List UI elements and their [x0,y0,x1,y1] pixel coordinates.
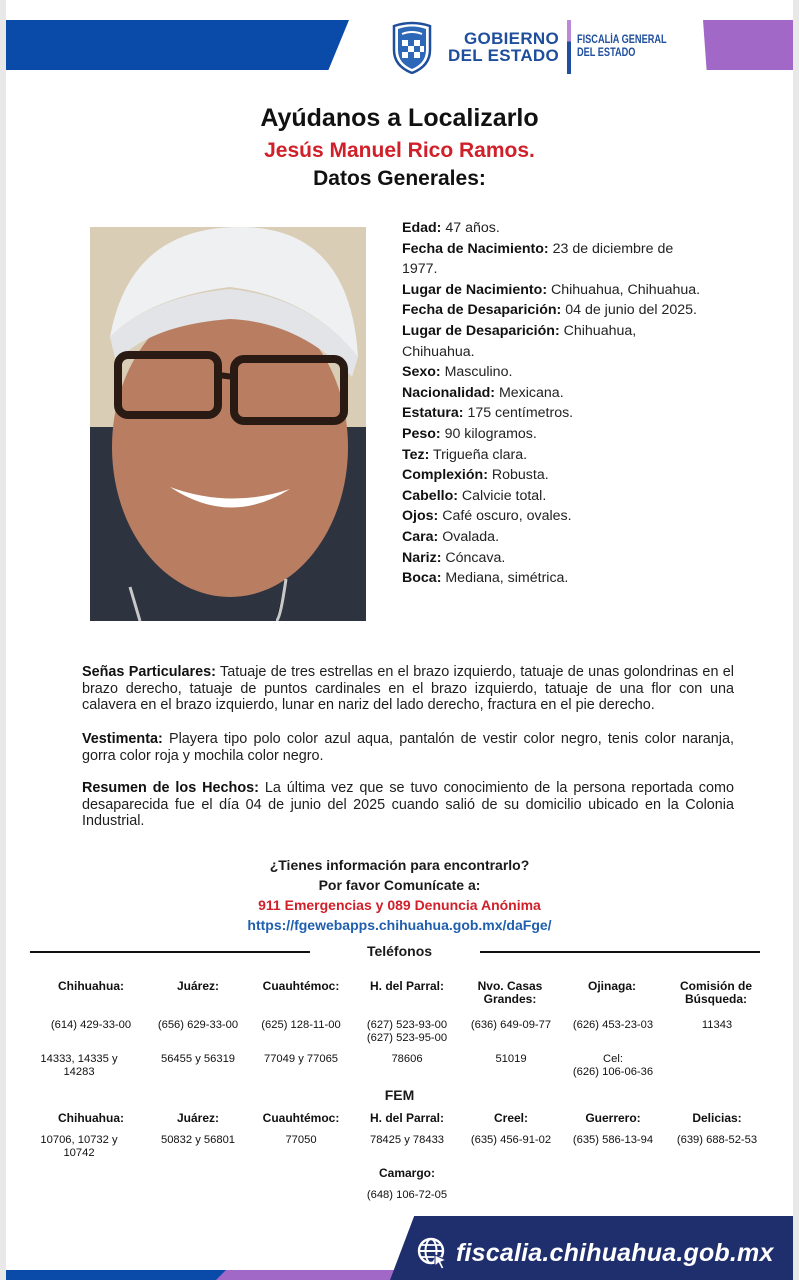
detail-label: Edad: [402,220,442,236]
contact-please: Por favor Comunícate a: [318,877,481,893]
poster-title: Ayúdanos a Localizarlo [260,104,539,132]
detail-row [402,362,712,383]
distinguishing-marks-label: Señas Particulares: [82,664,216,680]
phone-extension: 14333, 14335 y 14283 [40,1053,118,1078]
detail-row [402,548,712,569]
detail-label: Fecha de Nacimiento: [402,240,549,257]
detail-row [402,527,712,548]
contact-block [6,855,793,935]
phone-number: (626) 453-23-03 [572,1019,654,1031]
phone-city-header: Nvo. Casas Grandes: [477,979,543,1006]
phone-extension: 77049 y 77065 [263,1053,339,1065]
missing-person-poster [6,0,793,1280]
phones-title: Teléfonos [366,943,433,959]
detail-value: 175 centímetros. [463,405,574,422]
detail-label: Ojos: [402,508,439,525]
detail-value: Café oscuro, ovales. [438,508,572,525]
phone-extension: 78606 [391,1053,423,1065]
fem-city-header: Chihuahua: [58,1111,124,1125]
header-blue-band [6,20,349,70]
detail-label: Nariz: [402,549,442,566]
summary-of-events [82,780,734,830]
summary-label: Resumen de los Hechos: [82,780,259,796]
report-url-link[interactable]: https://fgewebapps.chihuahua.gob.mx/daFge/ [247,917,552,933]
detail-label: Lugar de Desaparición: [402,322,560,339]
clothing-label: Vestimenta: [82,731,163,747]
fem-city-header: Juárez: [176,1111,220,1125]
detail-value: Chihuahua, Chihuahua. [402,322,637,360]
detail-row [402,465,712,486]
phone-extension: Cel: (626) 106-06-36 [572,1053,654,1078]
detail-row [402,445,712,466]
fiscalia-wordmark: FISCALÍA GENERAL DEL ESTADO [577,34,667,59]
detail-row [402,383,712,404]
clothing [82,731,734,764]
detail-label: Cara: [402,528,439,545]
detail-label: Estatura: [402,405,464,422]
general-details-list [402,218,712,589]
detail-value: Trigueña clara. [429,446,528,463]
detail-row [402,568,712,589]
fem-camargo-header: Camargo: [378,1166,435,1180]
phone-number: (636) 649-09-77 [470,1019,552,1031]
detail-value: Mediana, simétrica. [441,570,569,587]
divider-right [480,951,760,953]
fem-number: 78425 y 78433 [369,1134,445,1146]
phone-city-header: H. del Parral: [369,979,445,993]
phones-heading [6,940,793,962]
logo-divider [567,20,571,74]
fem-number: 10706, 10732 y 10742 [40,1134,118,1159]
contact-question: ¿Tienes información para encontrarlo? [269,857,530,873]
detail-row [402,403,712,424]
detail-label: Cabello: [402,487,458,504]
detail-row [402,280,712,301]
detail-value: Calvicie total. [457,487,547,504]
detail-row [402,424,712,445]
phone-number: (614) 429-33-00 [50,1019,132,1031]
distinguishing-marks [82,664,734,714]
footer-url: fiscalia.chihuahua.gob.mx [456,1238,774,1267]
person-name: Jesús Manuel Rico Ramos. [264,139,535,162]
phone-number: (625) 128-11-00 [261,1019,341,1031]
detail-label: Fecha de Desaparición: [402,302,562,319]
phone-extension: 56455 y 56319 [160,1053,236,1065]
fem-city-header: Cuauhtémoc: [262,1111,340,1125]
state-shield-icon [390,20,434,74]
detail-value: 47 años. [441,220,500,236]
fem-number: (639) 688-52-53 [676,1134,758,1146]
fem-city-header: Guerrero: [585,1111,641,1125]
phone-city-header: Ojinaga: [587,979,636,993]
fem-city-header: Creel: [493,1111,528,1125]
detail-value: 23 de diciembre de 1977. [402,240,674,278]
detail-row [402,506,712,527]
detail-label: Sexo: [402,364,441,381]
globe-cursor-icon [416,1236,448,1270]
phone-extension: 51019 [495,1053,527,1065]
phone-city-header: Chihuahua: [58,979,124,993]
detail-value: 04 de junio del 2025. [561,302,697,319]
header-purple-band [703,20,793,70]
fem-number: 50832 y 56801 [160,1134,236,1146]
phone-number: 11343 [701,1019,733,1031]
detail-value: Mexicana. [495,384,564,401]
detail-label: Tez: [402,446,430,463]
detail-value: Robusta. [487,467,549,484]
fem-camargo-number: (648) 106-72-05 [366,1189,448,1201]
detail-row [402,486,712,507]
detail-value: 90 kilogramos. [440,425,537,442]
fem-city-header: H. del Parral: [369,1111,445,1125]
detail-label: Nacionalidad: [402,384,496,401]
government-logo [390,20,689,74]
person-photo-illustration [90,227,366,621]
clothing-value: Playera tipo polo color azul aqua, pantalón de vestir color negro, tenis color naranja, gorra color roja y mochila color negro. [82,731,734,764]
fem-city-header: Delicias: [692,1111,742,1125]
phone-number: (656) 629-33-00 [157,1019,239,1031]
detail-value: Ovalada. [438,528,500,545]
detail-value: Cóncava. [441,549,506,566]
detail-value: Masculino. [440,364,513,381]
phone-city-header: Juárez: [176,979,220,993]
phone-city-header: Cuauhtémoc: [262,979,340,993]
detail-row [402,321,712,362]
detail-label: Complexión: [402,467,488,484]
distinguishing-marks-value: Tatuaje de tres estrellas en el brazo izquierdo, tatuaje de unas golondrinas en el brazo derecho, tatuaje de puntos cardinales en el brazo izquierdo, tatuaje de una flor con una calavera en el brazo izquierdo, lunar en nariz del lado derecho, fractura en el pie derecho. [82,664,734,714]
gobierno-wordmark: GOBIERNO DEL ESTADO [448,29,559,65]
phone-number: (627) 523-93-00 (627) 523-95-00 [366,1019,448,1044]
detail-row [402,218,712,239]
detail-row [402,300,712,321]
detail-label: Lugar de Nacimiento: [402,281,548,298]
fem-title: FEM [384,1087,415,1103]
fem-number: (635) 456-91-02 [470,1134,552,1146]
phone-city-header: Comisión de Búsqueda: [679,979,752,1006]
fem-number: (635) 586-13-94 [572,1134,654,1146]
section-title: Datos Generales: [313,167,486,190]
detail-label: Peso: [402,425,441,442]
detail-value: Chihuahua, Chihuahua. [547,281,701,298]
detail-row [402,239,712,280]
summary-value: La última vez que se tuvo conocimiento de la persona reportada como desaparecida fue el día 04 de junio del 2025 cuando salió de su domicilio ubicado en la Colonia Industrial. [82,780,734,830]
fem-number: 77050 [285,1134,317,1146]
emergency-numbers: 911 Emergencias y 089 Denuncia Anónima [258,897,541,913]
person-photo [90,227,366,621]
detail-label: Boca: [402,570,442,587]
footer-website[interactable] [416,1236,774,1270]
